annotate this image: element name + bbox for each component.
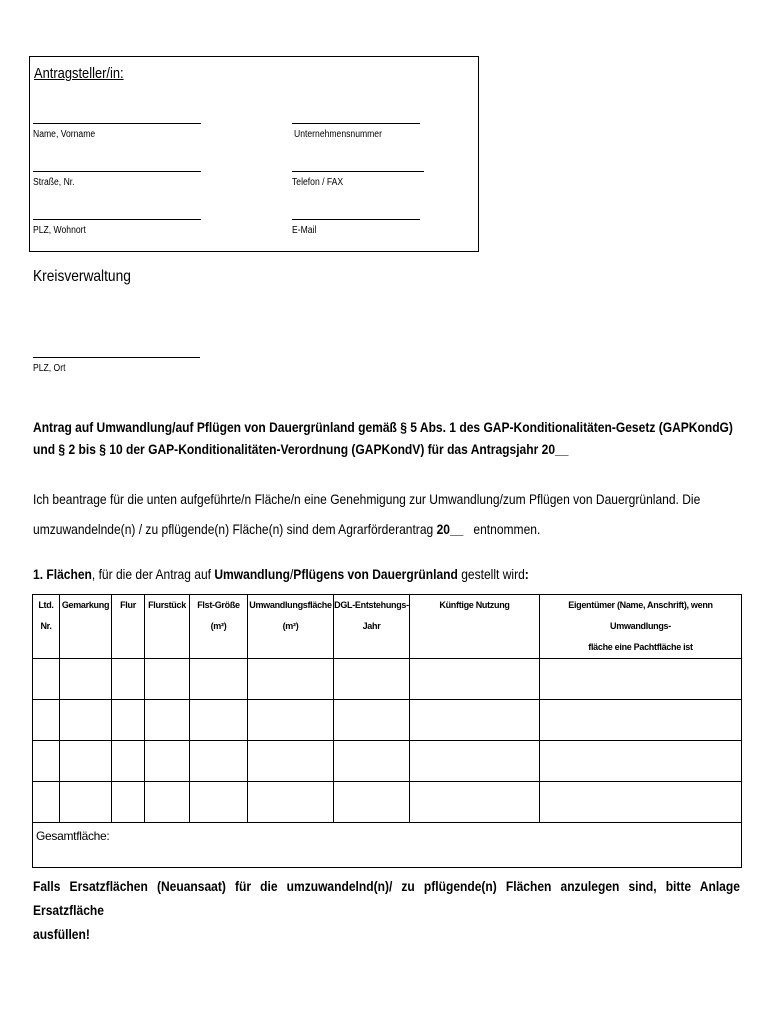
street-line[interactable] — [33, 171, 201, 172]
table-cell[interactable] — [190, 700, 248, 741]
table-row — [33, 741, 742, 782]
table-cell[interactable] — [60, 782, 112, 823]
form-heading: Antrag auf Umwandlung/auf Pflügen von Dauergrünland gemäß § 5 Abs. 1 des GAP-Konditionalitäten-Gesetz (GAPKondG) und § 2 bis § 10 der GAP-Konditionalitäten-Verordnung (GAPKondV) für das Antragsjahr 20__ — [33, 419, 733, 457]
table-cell[interactable] — [112, 741, 145, 782]
paragraph-line-2 — [33, 514, 740, 544]
table-cell[interactable] — [60, 741, 112, 782]
table-cell[interactable] — [190, 782, 248, 823]
table-cell[interactable] — [60, 700, 112, 741]
table-cell[interactable] — [540, 782, 742, 823]
header-flur: Flur — [112, 595, 145, 659]
section-colon: : — [524, 566, 529, 582]
section-bold-3: Pflügens von Dauergrünland — [293, 566, 458, 582]
table-cell[interactable] — [112, 700, 145, 741]
section-bold-2: Umwandlung — [214, 566, 290, 582]
paragraph-line-2-text: umzuwandelnde(n) / zu pflügende(n) Fläche(n) sind dem Agrarförderantrag — [33, 521, 437, 537]
section-text-1: , für die der Antrag auf — [91, 566, 215, 582]
company-number-line[interactable] — [292, 123, 420, 124]
table-cell[interactable] — [145, 782, 190, 823]
table-cell[interactable] — [540, 741, 742, 782]
total-area-label: Gesamtfläche: — [36, 829, 110, 843]
applicant-title: Antragsteller/in: — [34, 65, 124, 82]
table-cell[interactable] — [410, 700, 540, 741]
header-kuenftige-nutzung: Künftige Nutzung — [410, 595, 540, 659]
table-row — [33, 659, 742, 700]
table-cell[interactable] — [33, 659, 60, 700]
phone-label: Telefon / FAX — [292, 177, 344, 188]
table-cell[interactable] — [112, 659, 145, 700]
recipient-place-line[interactable] — [33, 357, 200, 358]
section-title — [33, 566, 529, 582]
applicant-box — [29, 56, 479, 252]
section-text-3: gestellt wird — [457, 566, 525, 582]
recipient-title: Kreisverwaltung — [33, 268, 131, 285]
table-cell[interactable] — [410, 741, 540, 782]
table-total-row — [33, 823, 742, 868]
note-line-2: ausfüllen! — [33, 926, 90, 942]
name-label: Name, Vorname — [33, 129, 96, 140]
table-cell[interactable] — [190, 659, 248, 700]
table-cell[interactable] — [540, 700, 742, 741]
email-label: E-Mail — [292, 225, 317, 236]
table-header-row — [33, 595, 742, 659]
table-cell[interactable] — [190, 741, 248, 782]
table-row — [33, 700, 742, 741]
table-cell[interactable] — [145, 700, 190, 741]
table-cell[interactable] — [410, 659, 540, 700]
total-area-cell[interactable] — [33, 823, 742, 868]
table-cell[interactable] — [334, 782, 410, 823]
paragraph-line-1: Ich beantrage für die unten aufgeführte/n Fläche/n eine Genehmigung zur Umwandlung/zum Pflügen von Dauergrünland. Die — [33, 491, 701, 507]
areas-table — [32, 594, 742, 868]
table-cell[interactable] — [540, 659, 742, 700]
table-cell[interactable] — [334, 741, 410, 782]
city-line[interactable] — [33, 219, 201, 220]
table-cell[interactable] — [248, 741, 334, 782]
table-cell[interactable] — [33, 700, 60, 741]
table-cell[interactable] — [145, 659, 190, 700]
section-text-2: / — [289, 566, 294, 582]
table-cell[interactable] — [248, 700, 334, 741]
paragraph-line-2-end: entnommen. — [463, 521, 541, 537]
table-cell[interactable] — [60, 659, 112, 700]
company-number-label: Unternehmensnummer — [294, 129, 382, 140]
request-paragraph — [33, 484, 740, 544]
table-cell[interactable] — [410, 782, 540, 823]
table-cell[interactable] — [145, 741, 190, 782]
header-eigentuemer: Eigentümer (Name, Anschrift), wenn Umwandlungs- fläche eine Pachtfläche ist — [540, 595, 742, 659]
email-line[interactable] — [292, 219, 420, 220]
street-label: Straße, Nr. — [33, 177, 75, 188]
table-cell[interactable] — [112, 782, 145, 823]
header-umwandlungsflaeche: Umwandlungsfläche (m²) — [248, 595, 334, 659]
header-lfd-nr: Ltd. Nr. — [33, 595, 60, 659]
recipient-place-label: PLZ, Ort — [33, 363, 66, 374]
note-line-1: Falls Ersatzflächen (Neuansaat) für die umzuwandelnd(n)/ zu pflügende(n) Flächen anzulegen sind, bitte Anlage Ersatzfläche — [33, 878, 740, 918]
header-dgl-jahr: DGL-Entstehungs- Jahr — [334, 595, 410, 659]
header-flst-groesse: Flst-Größe (m²) — [190, 595, 248, 659]
city-label: PLZ, Wohnort — [33, 225, 86, 236]
table-cell[interactable] — [248, 659, 334, 700]
table-cell[interactable] — [33, 741, 60, 782]
header-gemarkung: Gemarkung — [60, 595, 112, 659]
header-flurstueck: Flurstück — [145, 595, 190, 659]
table-cell[interactable] — [334, 659, 410, 700]
table-cell[interactable] — [334, 700, 410, 741]
paragraph-year: 20__ — [436, 521, 464, 537]
table-cell[interactable] — [248, 782, 334, 823]
name-line[interactable] — [33, 123, 201, 124]
phone-line[interactable] — [292, 171, 424, 172]
table-row — [33, 782, 742, 823]
section-number: 1. Flächen — [33, 566, 92, 582]
replacement-area-note — [33, 874, 740, 946]
table-cell[interactable] — [33, 782, 60, 823]
